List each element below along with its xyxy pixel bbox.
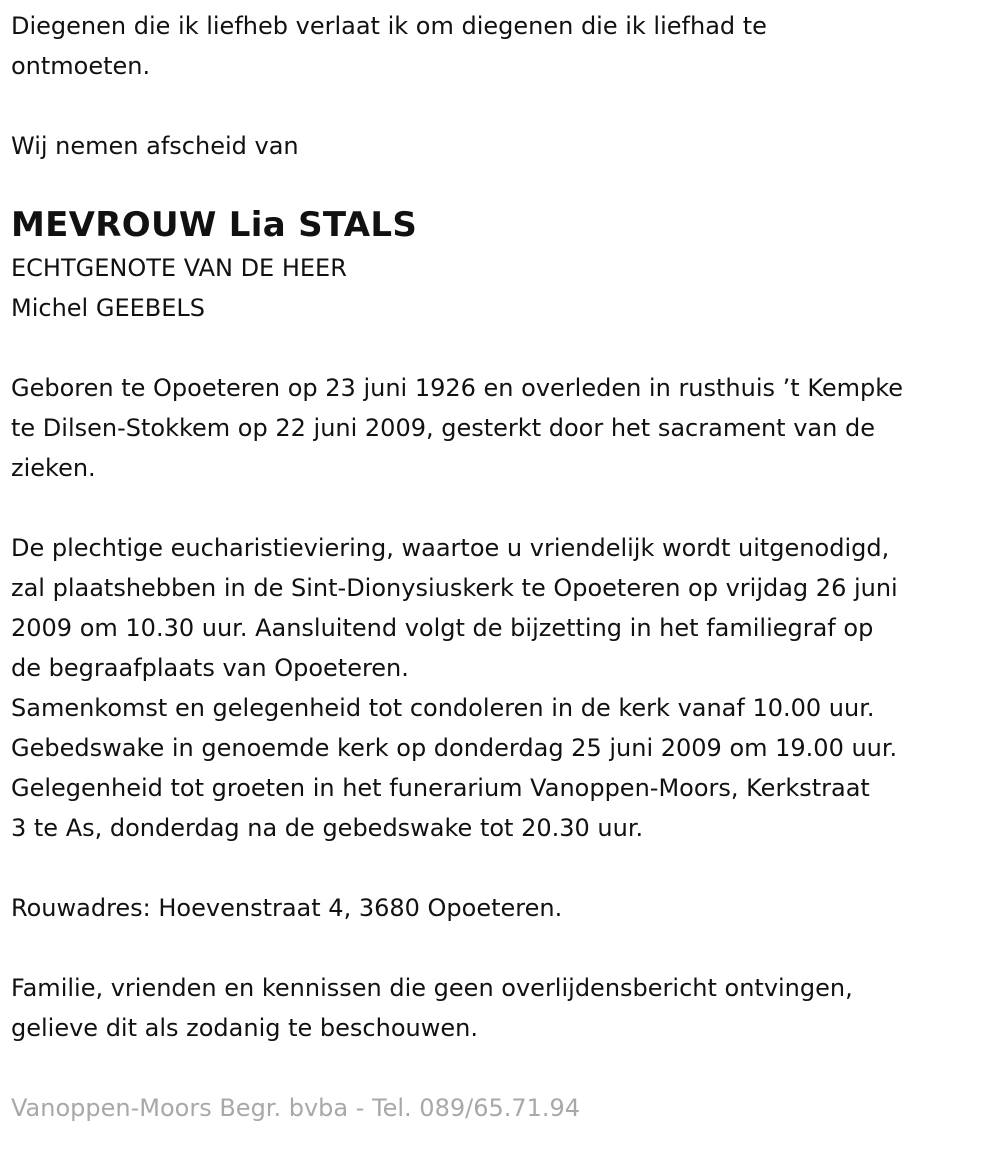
motto-line: Diegenen die ik liefheb verlaat ik om diegenen die ik liefhad te [11, 12, 767, 40]
spacer [11, 1048, 993, 1088]
obituary-notice [11, 6, 993, 1128]
funeral-home-footer: Vanoppen-Moors Begr. bvba - Tel. 089/65.71.94 [11, 1094, 581, 1122]
intro-text: Wij nemen afscheid van [11, 132, 299, 160]
paragraph-line: De plechtige eucharistieviering, waartoe u vriendelijk wordt uitgenodigd, [11, 534, 890, 562]
paragraph-line: zal plaatshebben in de Sint-Dionysiuskerk te Opoeteren op vrijdag 26 juni [11, 574, 898, 602]
spouse-line: Michel GEEBELS [11, 294, 206, 322]
paragraph-line: de begraafplaats van Opoeteren. [11, 654, 409, 682]
spacer [11, 166, 993, 202]
mourning-address: Rouwadres: Hoevenstraat 4, 3680 Opoeteren. [11, 894, 563, 922]
paragraph-line: Samenkomst en gelegenheid tot condoleren in de kerk vanaf 10.00 uur. [11, 694, 875, 722]
paragraph-line: 3 te As, donderdag na de gebedswake tot 20.30 uur. [11, 814, 644, 842]
deceased-name: MEVROUW Lia STALS [11, 205, 418, 245]
paragraph-line: gelieve dit als zodanig te beschouwen. [11, 1014, 478, 1042]
motto [11, 6, 993, 86]
paragraph-line: Familie, vrienden en kennissen die geen overlijdensbericht ontvingen, [11, 974, 853, 1002]
paragraph-line: zieken. [11, 454, 96, 482]
birth-death-paragraph [11, 368, 993, 488]
motto-line: ontmoeten. [11, 52, 151, 80]
ceremony-paragraph [11, 528, 993, 848]
spacer [11, 848, 993, 888]
spacer [11, 86, 993, 126]
spacer [11, 488, 993, 528]
paragraph-line: Gelegenheid tot groeten in het funerarium Vanoppen-Moors, Kerkstraat [11, 774, 870, 802]
paragraph-line: 2009 om 10.30 uur. Aansluitend volgt de bijzetting in het familiegraf op [11, 614, 874, 642]
spacer [11, 928, 993, 968]
paragraph-line: Gebedswake in genoemde kerk op donderdag 25 juni 2009 om 19.00 uur. [11, 734, 898, 762]
spouse-line: ECHTGENOTE VAN DE HEER [11, 254, 347, 282]
spouse-info [11, 248, 993, 328]
family-note [11, 968, 993, 1048]
paragraph-line: te Dilsen-Stokkem op 22 juni 2009, gesterkt door het sacrament van de [11, 414, 875, 442]
paragraph-line: Geboren te Opoeteren op 23 juni 1926 en overleden in rusthuis ’t Kempke [11, 374, 904, 402]
spacer [11, 328, 993, 368]
